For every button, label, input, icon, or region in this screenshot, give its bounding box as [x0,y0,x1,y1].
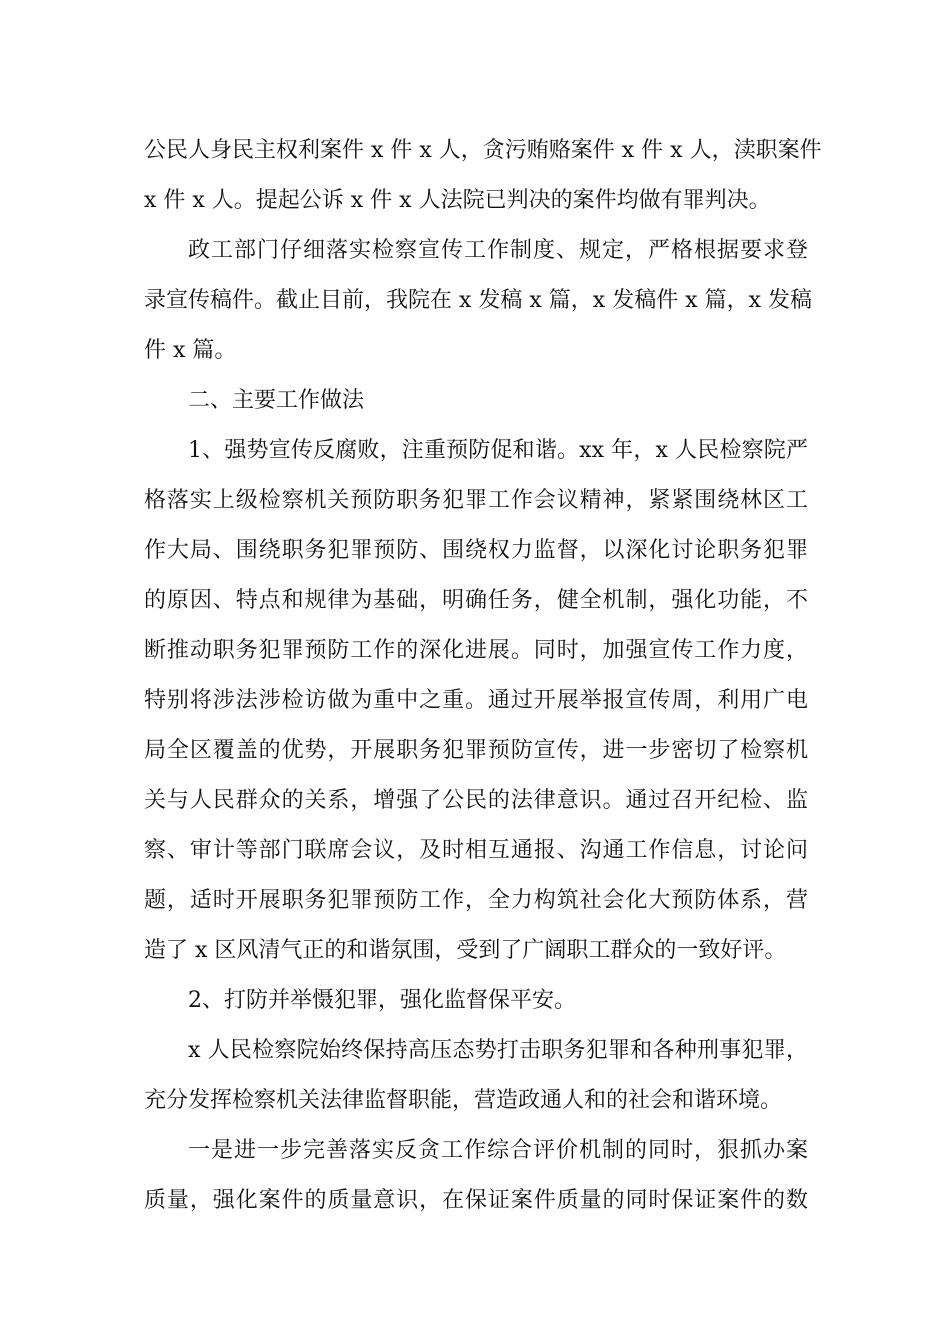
text-line: 造了 x 区风清气正的和谐氛围，受到了广阔职工群众的一致好评。 [144,938,787,963]
text-line: 政工部门仔细落实检察宣传工作制度、规定，严格根据要求登 [188,238,808,263]
text-line: 察、审计等部门联席会议，及时相互通报、沟通工作信息，讨论问 [144,838,808,863]
text-line: 件 x 篇。 [144,338,237,363]
text-line: 二、主要工作做法 [188,388,365,413]
document-body [144,126,822,1226]
text-line: 格落实上级检察机关预防职务犯罪工作会议精神，紧紧围绕林区工 [144,488,808,513]
text-line: 质量，强化案件的质量意识，在保证案件质量的同时保证案件的数 [144,1188,808,1213]
text-line: 关与人民群众的关系，增强了公民的法律意识。通过召开纪检、监 [144,788,808,813]
text-line: 特别将涉法涉检访做为重中之重。通过开展举报宣传周，利用广电 [144,688,808,713]
text-line: 题，适时开展职务犯罪预防工作，全力构筑社会化大预防体系，营 [144,888,808,913]
text-line: x 人民检察院始终保持高压态势打击职务犯罪和各种刑事犯罪， [188,1038,808,1063]
text-line: 作大局、围绕职务犯罪预防、围绕权力监督，以深化讨论职务犯罪 [144,538,808,563]
text-line: 的原因、特点和规律为基础，明确任务，健全机制，强化功能，不 [144,588,808,613]
text-line: 断推动职务犯罪预防工作的深化进展。同时，加强宣传工作力度， [144,638,808,663]
text-line: 1、强势宣传反腐败，注重预防促和谐。xx 年，x 人民检察院严 [188,438,808,463]
text-line: 局全区覆盖的优势，开展职务犯罪预防宣传，进一步密切了检察机 [144,738,808,763]
text-line: 2、打防并举慑犯罪，强化监督保平安。 [188,988,576,1013]
text-line: x 件 x 人。提起公诉 x 件 x 人法院已判决的案件均做有罪判决。 [144,188,771,213]
text-line: 录宣传稿件。截止目前，我院在 x 发稿 x 篇，x 发稿件 x 篇，x 发稿 [144,288,812,313]
text-line: 公民人身民主权利案件 x 件 x 人，贪污贿赂案件 x 件 x 人，渎职案件 [144,138,822,163]
text-line: 一是进一步完善落实反贪工作综合评价机制的同时，狠抓办案 [188,1138,808,1163]
text-line: 充分发挥检察机关法律监督职能，营造政通人和的社会和谐环境。 [144,1088,783,1113]
